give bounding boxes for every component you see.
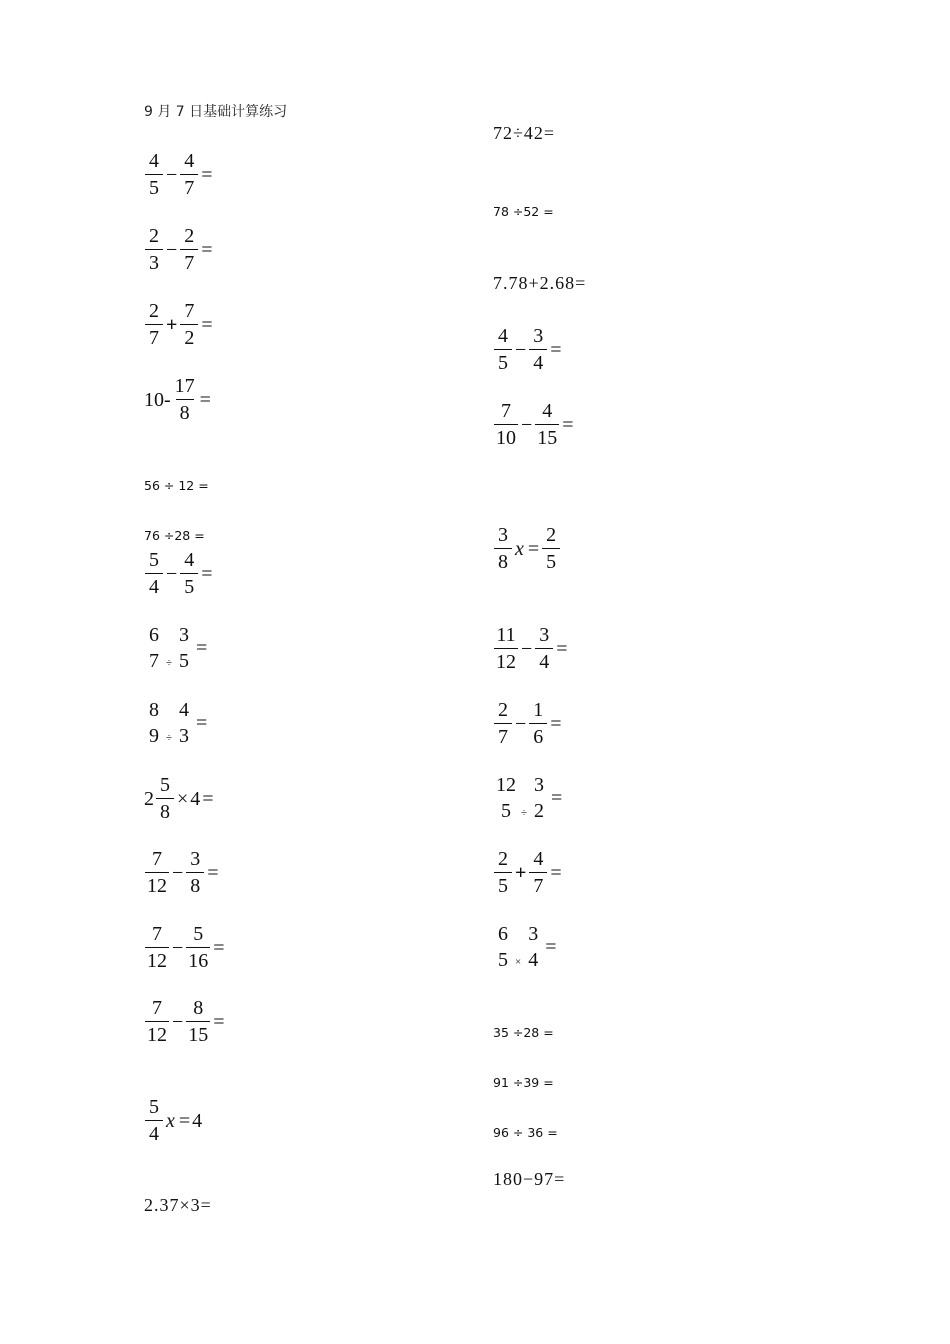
problem-right-13: 91 ÷39 = bbox=[493, 1075, 554, 1090]
fraction: $\frac{4}{7}$ bbox=[529, 849, 547, 896]
fraction: 8 9 bbox=[149, 699, 159, 747]
problem-right-15: 180−97= bbox=[493, 1169, 566, 1189]
problem-left-5: 56 ÷ 12 = bbox=[144, 478, 209, 493]
problem-left-9: 8 9 ÷ 4 3 = bbox=[144, 700, 209, 746]
problem-left-2: $\frac{2}{3}$ − $\frac{2}{7}$ = bbox=[144, 226, 215, 273]
fraction: 12 5 bbox=[496, 774, 516, 822]
page-title: 9 月 7 日基础计算练习 bbox=[144, 104, 288, 120]
problem-left-12: $\frac{7}{12}$ − $\frac{5}{16}$ = bbox=[147, 923, 225, 972]
fraction: $\frac{7}{12}$ bbox=[147, 923, 167, 972]
problem-right-6: $\frac{3}{8}$ x = $\frac{2}{5}$ bbox=[493, 525, 561, 572]
fraction: 4 3 bbox=[179, 699, 190, 747]
problem-left-14: $\frac{5}{4}$ x = 4 bbox=[144, 1097, 202, 1144]
problem-left-3: $\frac{2}{7}$ + $\frac{7}{2}$ = bbox=[144, 301, 215, 348]
problem-right-9: 12 5 ÷ 3 2 = bbox=[496, 774, 563, 822]
problem-left-13: $\frac{7}{12}$ − $\frac{8}{15}$ = bbox=[147, 997, 225, 1046]
problem-right-10: $\frac{2}{5}$ + $\frac{4}{7}$ = bbox=[493, 849, 564, 896]
problem-left-8: 6 7 ÷ 3 5 = bbox=[144, 625, 209, 671]
problem-right-4: $\frac{4}{5}$ − $\frac{3}{4}$ = bbox=[493, 326, 564, 373]
problem-left-7: $\frac{5}{4}$ − $\frac{4}{5}$ = bbox=[144, 550, 215, 597]
fraction: $\frac{5}{16}$ bbox=[188, 923, 209, 972]
fraction: 3 2 bbox=[534, 774, 545, 822]
fraction: $\frac{3}{8}$ bbox=[494, 525, 512, 572]
fraction: 6 5 bbox=[498, 923, 508, 971]
fraction: $\frac{2}{7}$ bbox=[180, 226, 198, 273]
fraction: $\frac{4}{7}$ bbox=[180, 151, 198, 198]
fraction: $\frac{7}{10}$ bbox=[496, 400, 516, 449]
problem-left-11: $\frac{7}{12}$ − $\frac{3}{8}$ = bbox=[147, 848, 219, 897]
fraction: $\frac{5}{4}$ bbox=[145, 550, 163, 597]
fraction: $\frac{8}{15}$ bbox=[188, 997, 209, 1046]
problem-left-15: 2.37×3= bbox=[144, 1195, 212, 1215]
fraction: $\frac{2}{5}$ bbox=[494, 849, 512, 896]
problem-right-11: 6 5 × 3 4 = bbox=[493, 924, 559, 970]
fraction: $\frac{4}{5}$ bbox=[145, 151, 163, 198]
fraction: $\frac{5}{4}$ bbox=[145, 1097, 163, 1144]
problem-right-2: 78 ÷52 = bbox=[493, 204, 554, 219]
fraction: $\frac{7}{12}$ bbox=[147, 997, 167, 1046]
problem-left-1: $\frac{4}{5}$ − $\frac{4}{7}$ = bbox=[144, 151, 215, 198]
fraction: $\frac{17}{8}$ bbox=[174, 375, 195, 424]
fraction: $\frac{1}{6}$ bbox=[529, 700, 547, 747]
fraction: $\frac{3}{4}$ bbox=[529, 326, 547, 373]
problem-left-10: 2 $\frac{5}{8}$ × 4 = bbox=[144, 774, 214, 823]
fraction: $\frac{7}{12}$ bbox=[147, 848, 167, 897]
problem-left-4: 10- $\frac{17}{8}$ = bbox=[144, 375, 211, 424]
fraction: $\frac{4}{15}$ bbox=[537, 400, 558, 449]
problem-right-5: $\frac{7}{10}$ − $\frac{4}{15}$ = bbox=[496, 400, 574, 449]
fraction: $\frac{11}{12}$ bbox=[496, 624, 516, 673]
problem-right-12: 35 ÷28 = bbox=[493, 1025, 554, 1040]
problem-right-3: 7.78+2.68= bbox=[493, 273, 587, 293]
fraction: $\frac{2}{7}$ bbox=[145, 301, 163, 348]
fraction: $\frac{5}{8}$ bbox=[156, 775, 174, 822]
fraction: 3 5 bbox=[179, 624, 190, 672]
fraction: $\frac{2}{7}$ bbox=[494, 700, 512, 747]
fraction: $\frac{2}{5}$ bbox=[542, 525, 560, 572]
fraction: $\frac{3}{8}$ bbox=[186, 849, 204, 896]
problem-right-8: $\frac{2}{7}$ − $\frac{1}{6}$ = bbox=[493, 700, 564, 747]
fraction: $\frac{2}{3}$ bbox=[145, 226, 163, 273]
fraction: $\frac{4}{5}$ bbox=[494, 326, 512, 373]
fraction: $\frac{4}{5}$ bbox=[180, 550, 198, 597]
problem-right-14: 96 ÷ 36 = bbox=[493, 1125, 558, 1140]
fraction: $\frac{3}{4}$ bbox=[535, 625, 553, 672]
fraction: 6 7 bbox=[149, 624, 159, 672]
problem-right-1: 72÷42= bbox=[493, 123, 556, 143]
fraction: 3 4 bbox=[528, 923, 539, 971]
problem-right-7: $\frac{11}{12}$ − $\frac{3}{4}$ = bbox=[496, 624, 568, 673]
problem-left-6: 76 ÷28 = bbox=[144, 528, 205, 543]
fraction: $\frac{7}{2}$ bbox=[180, 301, 198, 348]
